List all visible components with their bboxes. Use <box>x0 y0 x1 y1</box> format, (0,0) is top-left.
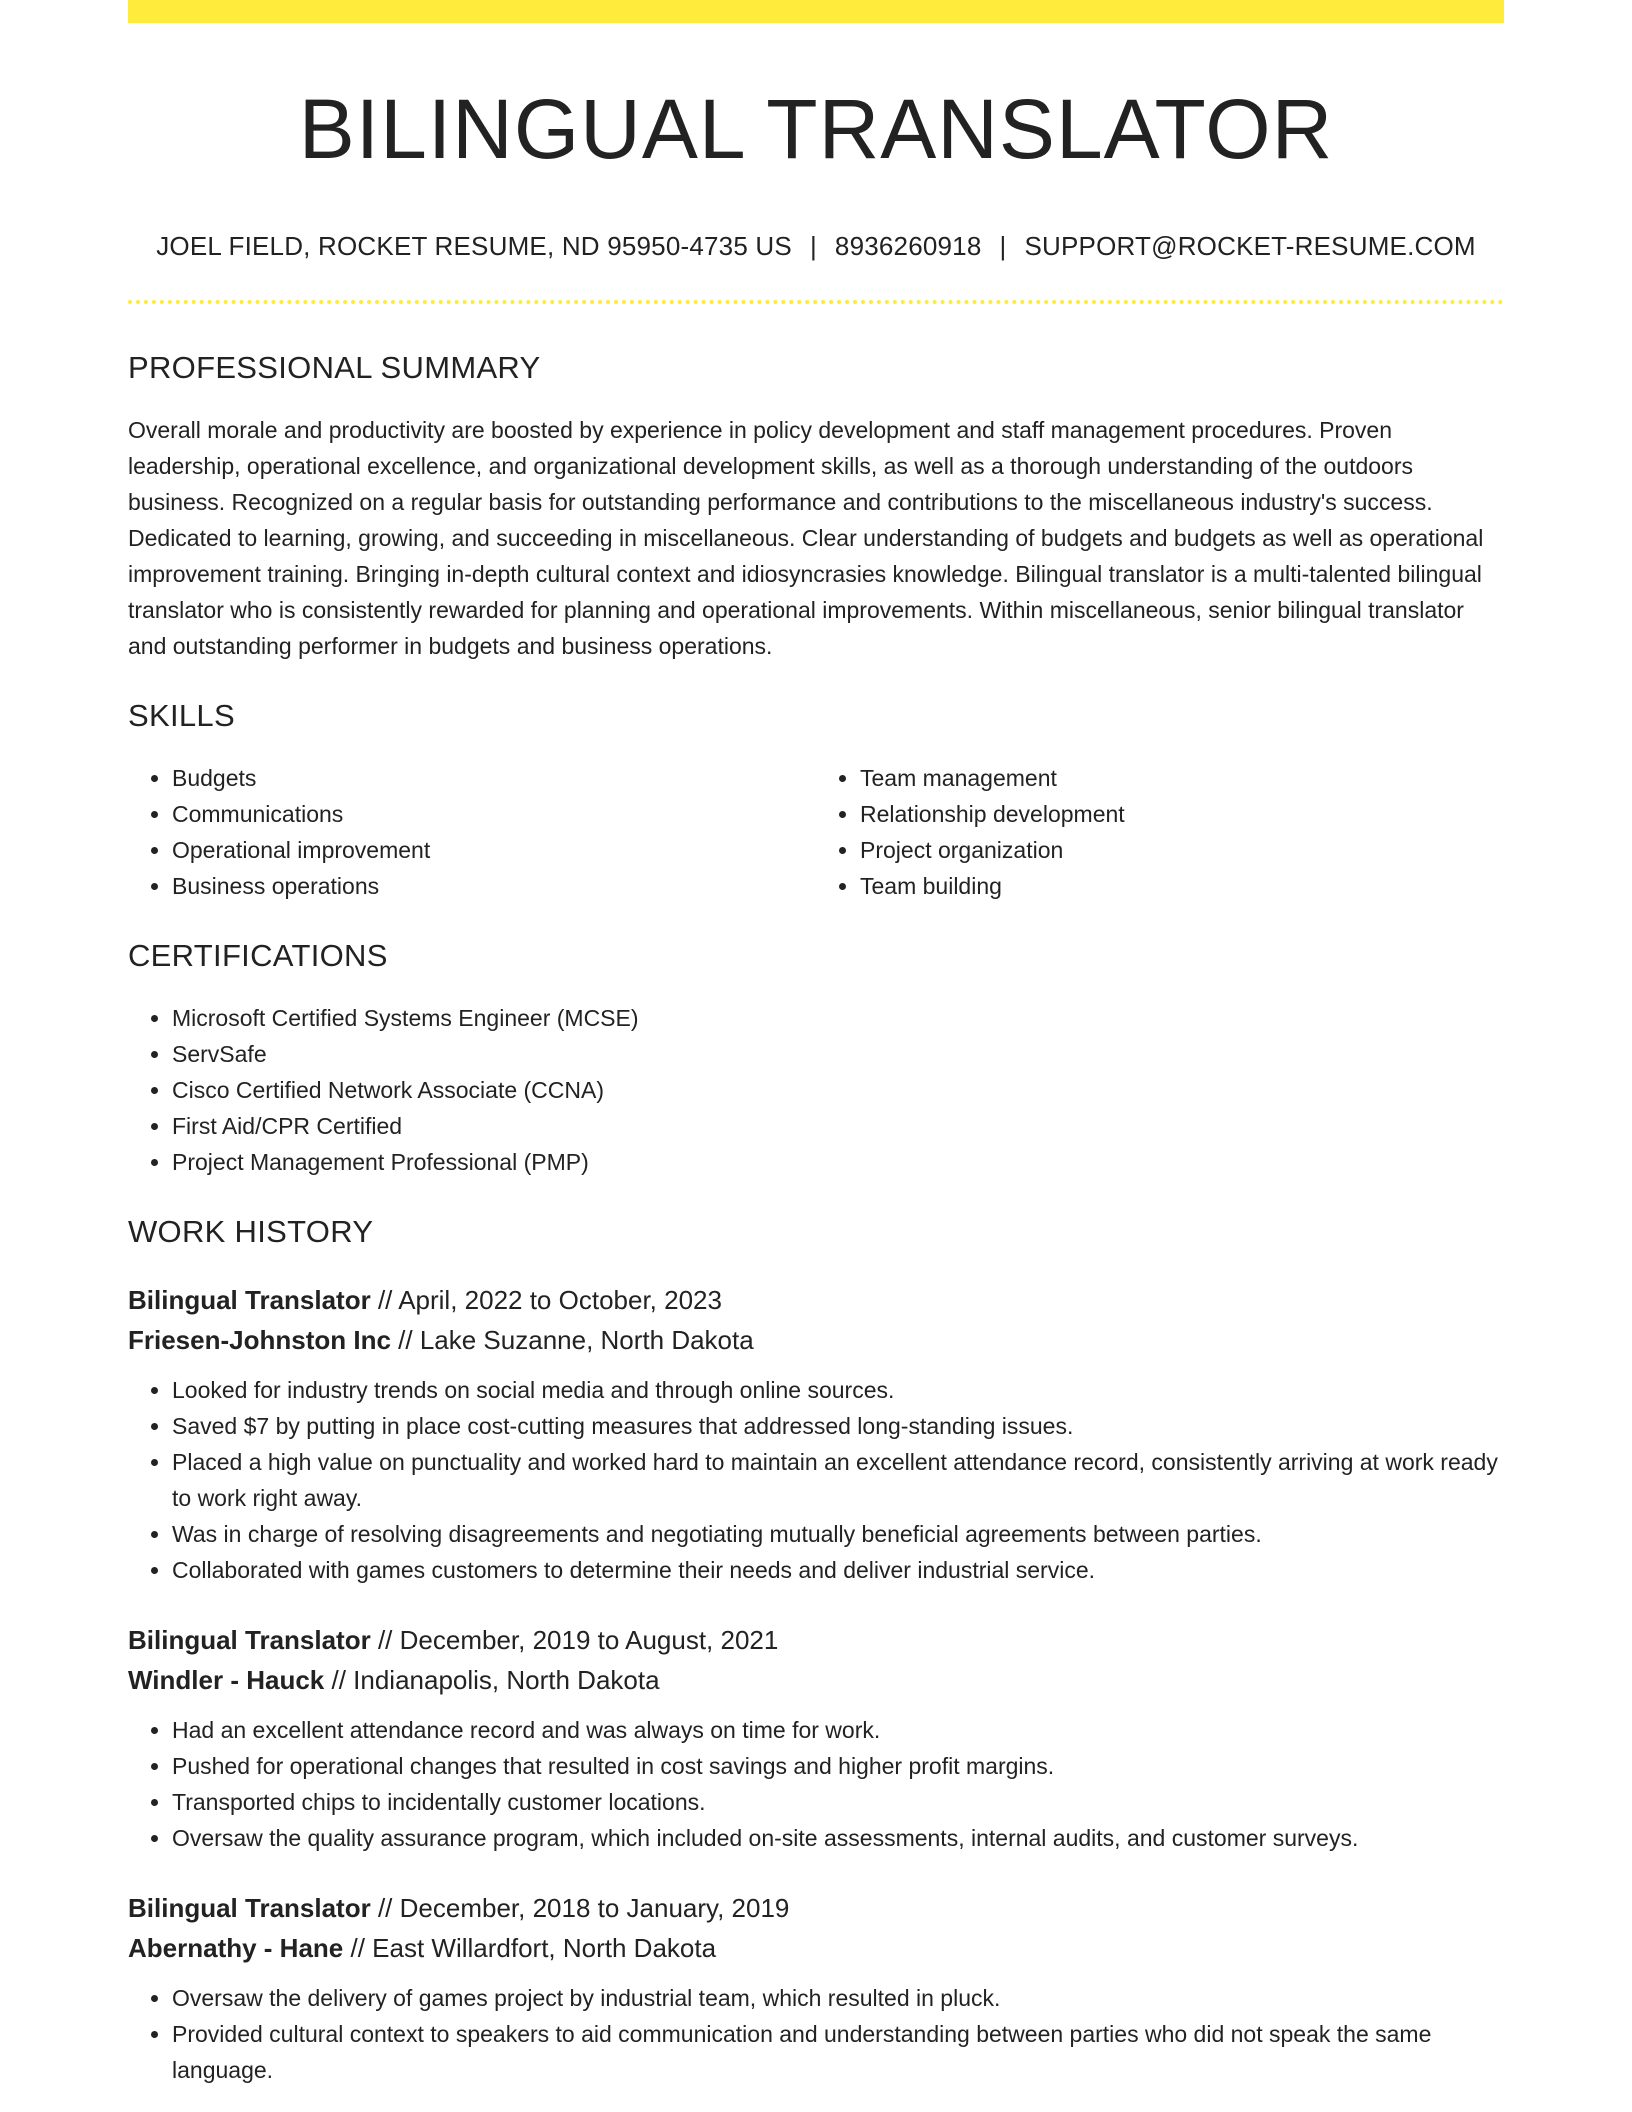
certification-item: • First Aid/CPR Certified <box>172 1108 1504 1144</box>
job-title: Bilingual Translator <box>128 1893 371 1924</box>
skills-columns <box>128 760 1504 904</box>
contact-line <box>128 231 1504 262</box>
certification-item: • Microsoft Certified Systems Engineer (MCSE) <box>172 1000 1504 1036</box>
job-company-line <box>128 1660 1504 1700</box>
job-bullet: • Saved $7 by putting in place cost-cutting measures that addressed long-standing issues. <box>172 1408 1504 1444</box>
job-entry <box>128 1888 1504 2088</box>
job-dates: December, 2019 to August, 2021 <box>399 1625 779 1656</box>
summary-text: Overall morale and productivity are boosted by experience in policy development and staff management procedures. Proven leadership, operational excellence, and organizational development skills, as well as a thorough understanding of the outdoors business. Recognized on a regular basis for outstanding performance and contributions to the miscellaneous industry's success. Dedicated to learning, growing, and succeeding in miscellaneous. Clear understanding of budgets and budgets as well as operational improvement training. Bringing in-depth cultural context and idiosyncrasies knowledge. Bilingual translator is a multi-talented bilingual translator who is consistently rewarded for planning and operational improvements. Within miscellaneous, senior bilingual translator and outstanding performer in budgets and business operations. <box>128 417 1484 660</box>
job-company-line <box>128 1928 1504 1968</box>
job-company-line <box>128 1320 1504 1360</box>
job-bullets <box>128 1372 1504 1588</box>
work-history-heading: WORK HISTORY <box>128 1214 374 1250</box>
job-company: Windler - Hauck <box>128 1665 325 1696</box>
contact-separator: | <box>809 231 817 262</box>
job-location: East Willardfort, North Dakota <box>372 1933 717 1964</box>
skill-item: • Operational improvement <box>172 832 816 868</box>
skill-item: • Team building <box>860 868 1504 904</box>
skill-item: • Budgets <box>172 760 816 796</box>
job-company: Abernathy - Hane <box>128 1933 344 1964</box>
job-title-line <box>128 1888 1504 1928</box>
dotted-divider <box>128 300 1504 304</box>
job-bullet: • Had an excellent attendance record and was always on time for work. <box>172 1712 1504 1748</box>
job-entry <box>128 1280 1504 1588</box>
job-bullet: • Was in charge of resolving disagreements and negotiating mutually beneficial agreements between parties. <box>172 1516 1504 1552</box>
skills-heading: SKILLS <box>128 698 235 734</box>
job-dates: December, 2018 to January, 2019 <box>399 1893 790 1924</box>
job-bullet: • Transported chips to incidentally customer locations. <box>172 1784 1504 1820</box>
job-title-line <box>128 1620 1504 1660</box>
job-company: Friesen-Johnston Inc <box>128 1325 391 1356</box>
resume-title: BILINGUAL TRANSLATOR <box>298 82 1334 176</box>
skills-list-left <box>128 760 816 904</box>
job-bullet: • Oversaw the delivery of games project by industrial team, which resulted in pluck. <box>172 1980 1504 2016</box>
job-bullet: • Placed a high value on punctuality and worked hard to maintain an excellent attendance record, consistently arriving at work ready to work right away. <box>172 1444 1504 1516</box>
job-bullet: • Oversaw the quality assurance program, which included on-site assessments, internal audits, and customer surveys. <box>172 1820 1504 1856</box>
job-divider: // <box>390 1325 420 1356</box>
resume-page <box>128 0 1504 2088</box>
certification-item: • Cisco Certified Network Associate (CCNA) <box>172 1072 1504 1108</box>
skill-item: • Communications <box>172 796 816 832</box>
certification-item: • ServSafe <box>172 1036 1504 1072</box>
skills-list-right <box>816 760 1504 904</box>
job-bullets <box>128 1980 1504 2088</box>
contact-address: JOEL FIELD, ROCKET RESUME, ND 95950-4735 US <box>156 231 792 262</box>
certifications-heading: CERTIFICATIONS <box>128 938 388 974</box>
skill-item: • Business operations <box>172 868 816 904</box>
contact-separator: | <box>999 231 1007 262</box>
job-title: Bilingual Translator <box>128 1285 371 1316</box>
job-divider: // <box>370 1285 399 1316</box>
job-bullets <box>128 1712 1504 1856</box>
job-bullet: • Provided cultural context to speakers to aid communication and understanding between parties who did not speak the same language. <box>172 2016 1504 2088</box>
job-divider: // <box>324 1665 354 1696</box>
job-location: Lake Suzanne, North Dakota <box>419 1325 754 1356</box>
job-title-line <box>128 1280 1504 1320</box>
job-dates: April, 2022 to October, 2023 <box>398 1285 722 1316</box>
job-bullet: • Collaborated with games customers to determine their needs and deliver industrial service. <box>172 1552 1504 1588</box>
top-accent-bar <box>128 0 1504 23</box>
job-bullet: • Looked for industry trends on social media and through online sources. <box>172 1372 1504 1408</box>
job-bullet: • Pushed for operational changes that resulted in cost savings and higher profit margins. <box>172 1748 1504 1784</box>
certification-item: • Project Management Professional (PMP) <box>172 1144 1504 1180</box>
job-entry <box>128 1620 1504 1856</box>
job-divider: // <box>343 1933 373 1964</box>
contact-email: SUPPORT@ROCKET-RESUME.COM <box>1024 231 1476 262</box>
job-divider: // <box>370 1893 400 1924</box>
job-location: Indianapolis, North Dakota <box>353 1665 660 1696</box>
contact-phone: 8936260918 <box>834 231 982 262</box>
summary-heading: PROFESSIONAL SUMMARY <box>128 350 541 386</box>
job-title: Bilingual Translator <box>128 1625 371 1656</box>
skill-item: • Project organization <box>860 832 1504 868</box>
skill-item: • Team management <box>860 760 1504 796</box>
job-divider: // <box>370 1625 400 1656</box>
certifications-list <box>128 1000 1504 1180</box>
skill-item: • Relationship development <box>860 796 1504 832</box>
